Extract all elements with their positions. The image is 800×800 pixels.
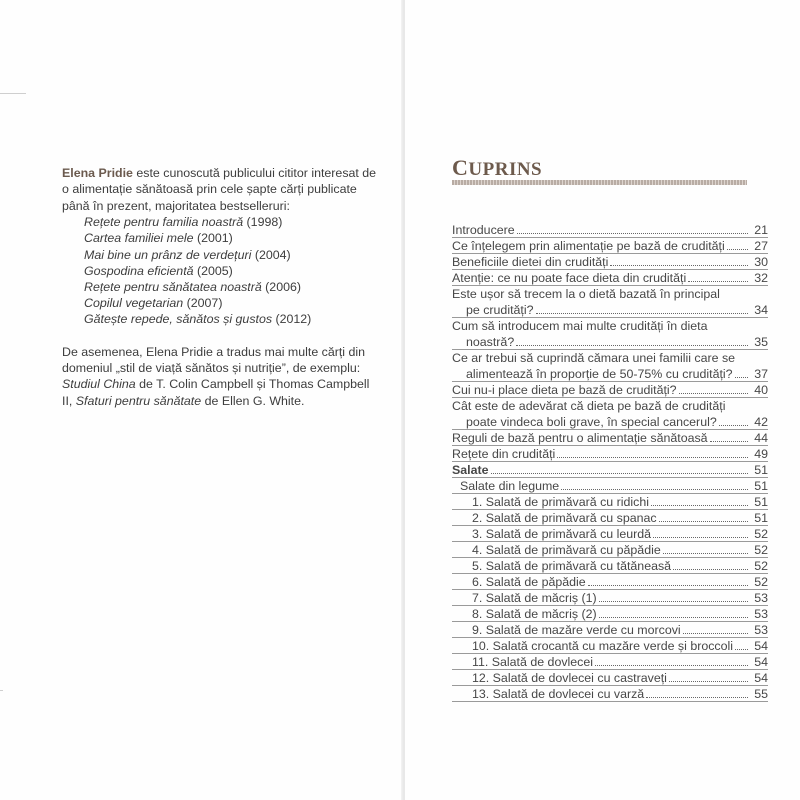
toc-dot-leader — [679, 393, 748, 394]
bio-intro-text: este cunoscută publicului cititor interesat de o alimentație sănătoasă prin cele șapte cărți publicate până în prezent, majoritatea bestselleruri: — [62, 166, 377, 213]
toc-page-number: 37 — [754, 367, 768, 381]
toc-dot-leader — [588, 585, 748, 586]
book-title: Rețete pentru sănătatea noastră — [84, 280, 262, 295]
toc-page-number: 27 — [754, 239, 768, 253]
toc-entry[interactable] — [452, 430, 768, 446]
page-edge-mark — [0, 93, 26, 94]
toc-page-number: 35 — [754, 335, 768, 349]
toc-heading-rule — [452, 180, 747, 185]
toc-dot-leader — [646, 697, 748, 698]
toc-entry-title: Salate — [452, 463, 489, 477]
book-year: (1998) — [243, 215, 283, 230]
book-list-item — [84, 311, 382, 327]
book-list-item — [84, 214, 382, 230]
book-year: (2007) — [183, 296, 223, 311]
toc-entry[interactable] — [452, 606, 768, 622]
toc-entry-title-continued: alimentează în proporție de 50-75% cu crudități? — [466, 367, 733, 381]
toc-entry-title: 7. Salată de măcriș (1) — [472, 591, 597, 605]
book-list-item — [84, 230, 382, 246]
toc-dot-leader — [673, 569, 748, 570]
toc-entry-title: 11. Salată de dovlecei — [472, 655, 594, 669]
book-list-item — [84, 279, 382, 295]
toc-entry-title: 5. Salată de primăvară cu tătăneasă — [472, 559, 672, 573]
toc-page-number: 53 — [754, 623, 768, 637]
toc-entry[interactable] — [452, 510, 768, 526]
toc-entry-title: Atenție: ce nu poate face dieta din crudități — [452, 271, 687, 285]
toc-page-number: 51 — [754, 511, 768, 525]
toc-entry[interactable] — [452, 590, 768, 606]
toc-entry[interactable] — [452, 558, 768, 574]
toc-entry[interactable] — [452, 686, 768, 702]
toc-entry[interactable] — [452, 478, 768, 494]
toc-entry[interactable] — [452, 542, 768, 558]
toc-page-number: 21 — [754, 223, 768, 237]
book-year: (2005) — [193, 263, 233, 278]
toc-entry-line — [452, 414, 768, 430]
toc-page-number: 40 — [754, 383, 768, 397]
toc-entry-line — [452, 302, 768, 318]
book-title: Gospodina eficientă — [84, 263, 194, 278]
toc-page-number: 53 — [754, 607, 768, 621]
toc-entry-title: 10. Salată crocantă cu mazăre verde și broccoli — [472, 639, 734, 653]
toc-entry-title: Rețete din crudități — [452, 447, 556, 461]
toc-page-number: 51 — [754, 495, 768, 509]
toc-entry[interactable] — [452, 462, 768, 478]
toc-dot-leader — [688, 281, 748, 282]
toc-entry-line — [452, 366, 768, 382]
toc-entry[interactable] — [452, 526, 768, 542]
book-list-item — [84, 263, 382, 279]
toc-entry[interactable] — [452, 494, 768, 510]
toc-entry-line — [452, 334, 768, 350]
toc-dot-leader — [653, 537, 748, 538]
toc-dot-leader — [516, 345, 748, 346]
book-title: Mai bine un prânz de verdețuri — [84, 247, 252, 262]
toc-entry[interactable] — [452, 622, 768, 638]
toc-page-number: 49 — [754, 447, 768, 461]
table-of-contents — [452, 222, 768, 702]
toc-dot-leader — [659, 521, 748, 522]
translated-book-title: Sfaturi pentru sănătate — [75, 393, 202, 408]
toc-entry[interactable] — [452, 574, 768, 590]
toc-dot-leader — [735, 377, 748, 378]
book-list — [62, 214, 382, 327]
toc-entry[interactable] — [452, 446, 768, 462]
toc-entry-title: 3. Salată de primăvară cu leurdă — [472, 527, 652, 541]
toc-page-number: 52 — [754, 527, 768, 541]
toc-entry-title: 1. Salată de primăvară cu ridichi — [472, 495, 649, 509]
toc-heading-rest: UPRINS — [468, 159, 543, 180]
translations-text: de Ellen G. White. — [201, 393, 305, 408]
toc-entry-title: Cum să introducem mai multe crudități în dieta — [452, 319, 708, 333]
toc-entry[interactable] — [452, 382, 768, 398]
toc-entry[interactable] — [452, 350, 768, 382]
toc-page-number: 54 — [754, 671, 768, 685]
toc-entry-title: Ce înțelegem prin alimentație pe bază de crudități — [452, 239, 725, 253]
toc-entry[interactable] — [452, 638, 768, 654]
toc-dot-leader — [557, 457, 748, 458]
toc-entry[interactable] — [452, 254, 768, 270]
translations-text: de T. Colin Campbell și Thomas Campbell II, — [62, 377, 370, 408]
toc-entry-title: 12. Salată de dovlecei cu castraveți — [472, 671, 667, 685]
book-title: Gătește repede, sănătos și gustos — [84, 312, 273, 327]
toc-entry-underline — [452, 701, 768, 702]
translated-book-title: Studiul China — [62, 377, 136, 392]
toc-dot-leader — [727, 249, 748, 250]
book-year: (2004) — [251, 247, 291, 262]
author-bio — [62, 165, 382, 409]
toc-dot-leader — [536, 313, 748, 314]
toc-entry-title: Este ușor să trecem la o dietă bazată în principal — [452, 287, 720, 301]
toc-heading — [452, 155, 542, 181]
toc-dot-leader — [719, 425, 748, 426]
toc-page-number: 52 — [754, 543, 768, 557]
toc-entry-title: 13. Salată de dovlecei cu varză — [472, 687, 645, 701]
toc-page-number: 52 — [754, 559, 768, 573]
toc-page-number: 32 — [754, 271, 768, 285]
toc-page-number: 54 — [754, 655, 768, 669]
toc-entry-title: Ce ar trebui să cuprindă cămara unei familii care se — [452, 351, 736, 365]
toc-entry-title: Introducere — [452, 223, 515, 237]
toc-page-number: 51 — [754, 479, 768, 493]
toc-dot-leader — [651, 505, 748, 506]
toc-entry[interactable] — [452, 222, 768, 238]
toc-entry-title: Salate din legume — [460, 479, 560, 493]
toc-page-number: 55 — [754, 687, 768, 701]
toc-entry-title: 8. Salată de măcriș (2) — [472, 607, 597, 621]
author-name: Elena Pridie — [62, 166, 133, 180]
toc-page-number: 34 — [754, 303, 768, 317]
toc-entry-title: 6. Salată de păpădie — [472, 575, 586, 589]
book-list-item — [84, 295, 382, 311]
toc-entry[interactable] — [452, 654, 768, 670]
book-title: Cartea familiei mele — [84, 231, 194, 246]
book-year: (2006) — [261, 280, 301, 295]
toc-entry-title: 9. Salată de mazăre verde cu morcovi — [472, 623, 681, 637]
toc-dot-leader — [735, 649, 748, 650]
toc-entry-title-continued: poate vindeca boli grave, în special cancerul? — [466, 415, 717, 429]
toc-dot-leader — [491, 473, 748, 474]
book-year: (2001) — [193, 231, 233, 246]
toc-heading-initial: C — [452, 155, 469, 180]
toc-entry[interactable] — [452, 670, 768, 686]
toc-dot-leader — [663, 553, 748, 554]
toc-dot-leader — [683, 633, 748, 634]
toc-dot-leader — [599, 617, 748, 618]
toc-page-number: 53 — [754, 591, 768, 605]
toc-entry[interactable] — [452, 238, 768, 254]
toc-page-number: 44 — [754, 431, 768, 445]
toc-entry[interactable] — [452, 270, 768, 286]
toc-entry-title: Cui nu-i place dieta pe bază de crudități? — [452, 383, 677, 397]
toc-dot-leader — [610, 265, 748, 266]
translations-paragraph — [62, 344, 382, 410]
toc-dot-leader — [599, 601, 748, 602]
toc-entry-title: Reguli de bază pentru o alimentație sănătoasă — [452, 431, 708, 445]
toc-entry[interactable] — [452, 318, 768, 350]
toc-dot-leader — [595, 665, 748, 666]
translations-text: De asemenea, Elena Pridie a tradus mai multe cărți din domeniul „stil de viață sănătos și nutriție”, de exemplu: — [62, 344, 366, 376]
toc-entry-title: Cât este de adevărat că dieta pe bază de crudități — [452, 399, 726, 413]
toc-page-number: 54 — [754, 639, 768, 653]
toc-dot-leader — [517, 233, 748, 234]
toc-page-number: 42 — [754, 415, 768, 429]
page-edge-mark — [0, 690, 3, 691]
book-year: (2012) — [272, 312, 312, 327]
toc-page-number: 52 — [754, 575, 768, 589]
toc-entry[interactable] — [452, 398, 768, 430]
toc-entry-title: 2. Salată de primăvară cu spanac — [472, 511, 657, 525]
toc-entry-title-continued: noastră? — [466, 335, 515, 349]
bio-intro-paragraph — [62, 165, 382, 214]
toc-dot-leader — [669, 681, 748, 682]
toc-page-number: 30 — [754, 255, 768, 269]
toc-dot-leader — [710, 441, 748, 442]
toc-entry-title: 4. Salată de primăvară cu păpădie — [472, 543, 661, 557]
toc-entry[interactable] — [452, 286, 768, 318]
book-title: Rețete pentru familia noastră — [84, 215, 244, 230]
book-list-item — [84, 247, 382, 263]
book-title: Copilul vegetarian — [84, 296, 184, 311]
toc-entry-title: Beneficiile dietei din crudități — [452, 255, 609, 269]
toc-entry-title-continued: pe crudități? — [466, 303, 534, 317]
toc-dot-leader — [561, 489, 748, 490]
toc-page-number: 51 — [754, 463, 768, 477]
